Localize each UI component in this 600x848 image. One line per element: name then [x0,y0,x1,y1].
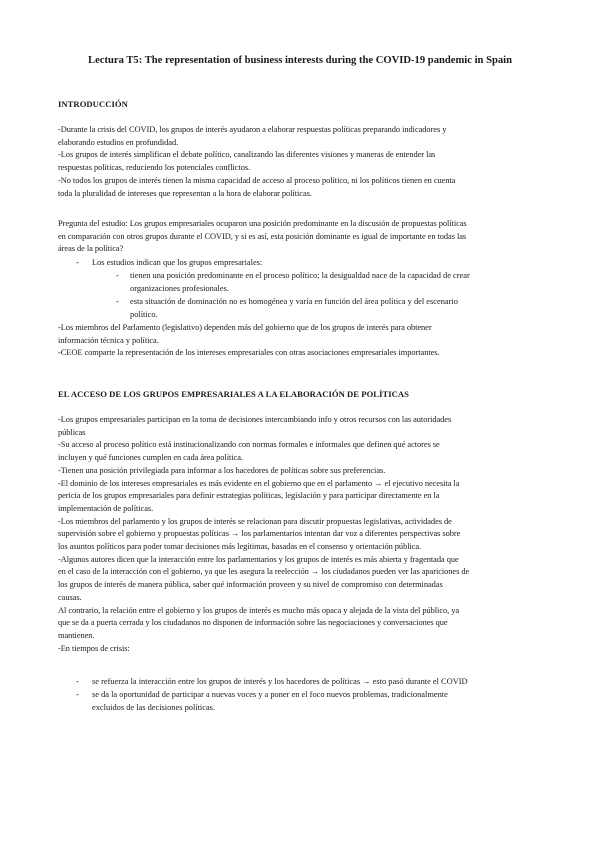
sub-bullet-dash: - [116,297,119,306]
text-line: que se da a puerta cerrada y los ciudadanos no disponen de información sobre las negociaciones y conversaciones que [58,618,448,628]
text-line: elaborando estudios en profundidad. [58,137,179,147]
text-line: -En tiempos de crisis: [58,643,130,653]
bullet-dash: - [76,677,79,686]
bullet-dash: - [76,258,79,267]
heading-introduccion: INTRODUCCIÓN [58,99,128,109]
text-line: supervisión sobre el gobierno y propuestas políticas → los parlamentarios intentan dar voz a diferentes perspectivas sobre [58,529,461,539]
text-line: tienen una posición predominante en el proceso político; la desigualdad nace de la capacidad de crear [130,271,470,280]
text-line: se da la oportunidad de participar a nuevas voces y a poner en el foco nuevos problemas, tradicionalmente [92,690,448,699]
text-line: -No todos los grupos de interés tienen la misma capacidad de acceso al proceso político, ni los políticos tienen en cuenta [58,175,456,185]
text-line: Al contrario, la relación entre el gobierno y los grupos de interés es mucho más opaca y alejada de la vista del público, ya [58,605,460,615]
document-title: Lectura T5: The representation of business interests during the COVID-19 pandemic in Spain [88,55,512,66]
text-line: Pregunta del estudio: Los grupos empresariales ocuparon una posición predominante en la discusión de propuestas políticas [58,219,467,228]
text-line: -Tienen una posición privilegiada para informar a los hacedores de políticas sobre sus preferencias. [58,465,386,475]
study-question-paragraph [58,218,548,256]
text-line: pericia de los grupos empresariales para definir estrategias políticas, legislación y para participar directamente en la [58,491,440,501]
text-line: esta situación de dominación no es homogénea y varía en función del área política y del escenario [130,297,458,306]
sub-bullet-dash: - [116,271,119,280]
text-line: -Algunos autores dicen que la interacción entre los parlamentarios y los grupos de interés es más abierta y fragentada que [58,554,459,564]
text-line: respuestas políticas, reduciendo los potenciales conflictos. [58,163,251,173]
text-line: -Durante la crisis del COVID, los grupos de interés ayudaron a elaborar respuestas políticas preparando indicadores y [58,125,447,134]
text-line: los asuntos políticos para poder tomar decisiones más legítimas, basadas en el consenso y orientación pública. [58,542,422,552]
text-line: organizaciones profesionales. [130,283,229,293]
closing-paragraph [58,322,548,360]
text-line: públicas [58,427,86,437]
text-line: implementación de políticas. [58,503,154,513]
text-line: -Su acceso al proceso político está institucionalizando con normas formales e informales que definen qué actores se [58,440,440,450]
heading-acceso: EL ACCESO DE LOS GRUPOS EMPRESARIALES A LA ELABORACIÓN DE POLÍTICAS [58,389,409,399]
text-line: en comparación con otros grupos durante el COVID, y si es así, esta posición dominante es igual de importante en todas las [58,231,467,241]
text-line: incluyen y qué funciones cumplen en cada área política. [58,453,243,463]
intro-paragraph [58,124,548,200]
sub-bullet-item [130,296,540,321]
text-line: político. [130,309,158,319]
text-line: excluidos de las decisiones políticas. [92,702,216,712]
text-line: toda la pluralidad de intereses que representan a la hora de elaborar políticas. [58,188,312,198]
text-line: -Los grupos de interés simplifican el debate político, canalizando las diferentes visiones y maneras de entender las [58,150,436,160]
text-line: mantienen. [58,630,95,640]
sub-bullet-item [130,270,540,295]
text-line: -El dominio de los intereses empresariales es más evidente en el gobierno que en el parlamento → el ejecutivo necesita la [58,478,460,488]
text-line: causas. [58,592,82,602]
text-line: -Los miembros del Parlamento (legislativo) dependen más del gobierno que de los grupos de interés para obtener [58,323,432,332]
acceso-paragraph [58,414,548,655]
crisis-bullet-item [92,689,542,714]
text-line: áreas de la política? [58,244,124,254]
text-line: información técnica y política. [58,335,159,345]
text-line: -CEOE comparte la representación de los intereses empresariales con otras asociaciones empresariales importantes. [58,348,440,358]
bullet-item: Los estudios indican que los grupos empresariales: [92,258,263,267]
bullet-dash: - [76,690,79,699]
crisis-bullet-item: se refuerza la interacción entre los grupos de interés y los hacedores de políticas → esto pasó durante el COVID [92,677,468,686]
text-line: -Los miembros del parlamento y los grupos de interés se relacionan para discutir propuestas legislativas, actividades de [58,516,452,526]
text-line: los grupos de interés de manera pública, saber qué información proveen y su nivel de compromiso con determinadas [58,580,443,590]
text-line: -Los grupos empresariales participan en la toma de decisiones intercambiando info y otros recursos con las autoridades [58,415,452,424]
text-line: en el caso de la interacción con el gobierno, ya que les asegura la reelección → los ciudadanos pueden ver las apariciones de [58,567,470,577]
